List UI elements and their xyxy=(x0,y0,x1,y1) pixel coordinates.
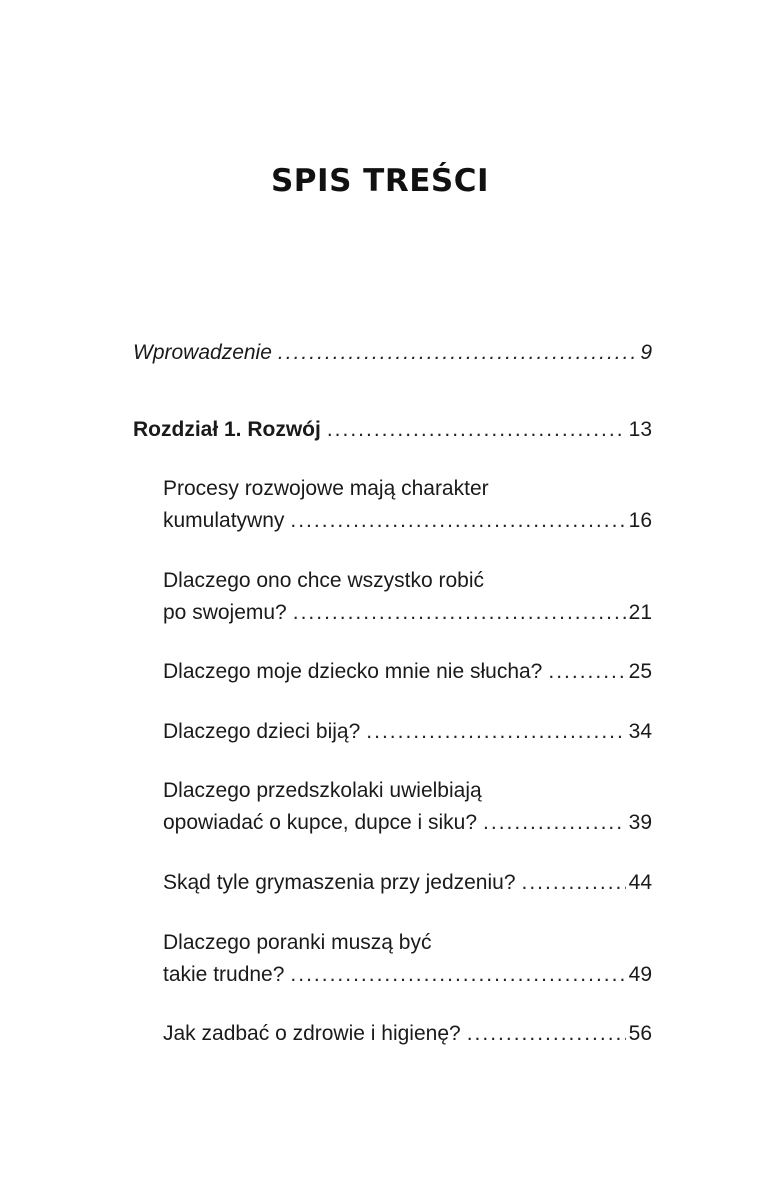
toc-entry-title: Skąd tyle grymaszenia przy jedzeniu? xyxy=(163,871,516,894)
toc-line xyxy=(163,1018,652,1050)
toc-entry[interactable] xyxy=(163,656,652,688)
toc-entry[interactable] xyxy=(163,775,652,839)
leader-dots xyxy=(290,505,625,537)
toc-entry[interactable] xyxy=(163,473,652,537)
toc-entry-title: Dlaczego poranki muszą być xyxy=(163,931,432,954)
toc-line xyxy=(163,716,652,748)
toc-line xyxy=(163,597,652,629)
toc-page-number: 56 xyxy=(628,1022,652,1045)
toc-line xyxy=(163,867,652,899)
toc-page-number: 34 xyxy=(628,720,652,743)
toc-entry[interactable] xyxy=(163,927,652,991)
page-title: SPIS TREŚCI xyxy=(270,163,489,199)
toc-page-number: 16 xyxy=(628,509,652,532)
toc-line xyxy=(163,656,652,688)
leader-dots xyxy=(366,716,625,748)
leader-dots xyxy=(483,807,626,839)
toc-page-number: 21 xyxy=(628,601,652,624)
leader-dots xyxy=(522,867,626,899)
toc-line xyxy=(163,807,652,839)
toc-line xyxy=(163,505,652,537)
leader-dots xyxy=(293,597,626,629)
toc-entry-introduction[interactable] xyxy=(133,337,652,369)
toc-entry-title: Dlaczego moje dziecko mnie nie słucha? xyxy=(163,660,543,683)
toc-entry-chapter-1[interactable] xyxy=(133,414,652,446)
leader-dots xyxy=(327,414,626,446)
toc-entry-title: Dlaczego przedszkolaki uwielbiają xyxy=(163,779,482,802)
toc-entry-title: takie trudne? xyxy=(163,963,285,986)
toc-entry-title: Dlaczego dzieci biją? xyxy=(163,720,361,743)
toc-entry[interactable] xyxy=(163,867,652,899)
leader-dots xyxy=(467,1018,626,1050)
leader-dots xyxy=(278,337,637,369)
toc-chapter-title: Rozdział 1. Rozwój xyxy=(133,418,321,441)
toc-page-number: 13 xyxy=(628,418,652,441)
toc-entry-title: Dlaczego ono chce wszystko robić xyxy=(163,569,484,592)
toc-entry-title: Jak zadbać o zdrowie i higienę? xyxy=(163,1022,461,1045)
toc-entry-title: Procesy rozwojowe mają charakter xyxy=(163,477,489,500)
toc-entry-title: po swojemu? xyxy=(163,601,287,624)
toc-entry[interactable] xyxy=(163,565,652,629)
toc-page-number: 9 xyxy=(640,341,652,364)
toc-line xyxy=(133,337,652,369)
toc-entry-title: Wprowadzenie xyxy=(133,341,272,364)
toc-entry-title: opowiadać o kupce, dupce i siku? xyxy=(163,811,478,834)
toc-page-number: 49 xyxy=(628,963,652,986)
toc-line xyxy=(163,959,652,991)
toc-line xyxy=(133,414,652,446)
toc-line xyxy=(163,473,652,505)
toc-page-number: 25 xyxy=(628,660,652,683)
toc-line xyxy=(163,927,652,959)
toc-line xyxy=(163,775,652,807)
toc-entry[interactable] xyxy=(163,716,652,748)
leader-dots xyxy=(290,959,625,991)
leader-dots xyxy=(548,656,625,688)
toc-entry-title: kumulatywny xyxy=(163,509,285,532)
toc-page-number: 39 xyxy=(628,811,652,834)
toc-line xyxy=(163,565,652,597)
toc-page-number: 44 xyxy=(628,871,652,894)
toc-entry[interactable] xyxy=(163,1018,652,1050)
